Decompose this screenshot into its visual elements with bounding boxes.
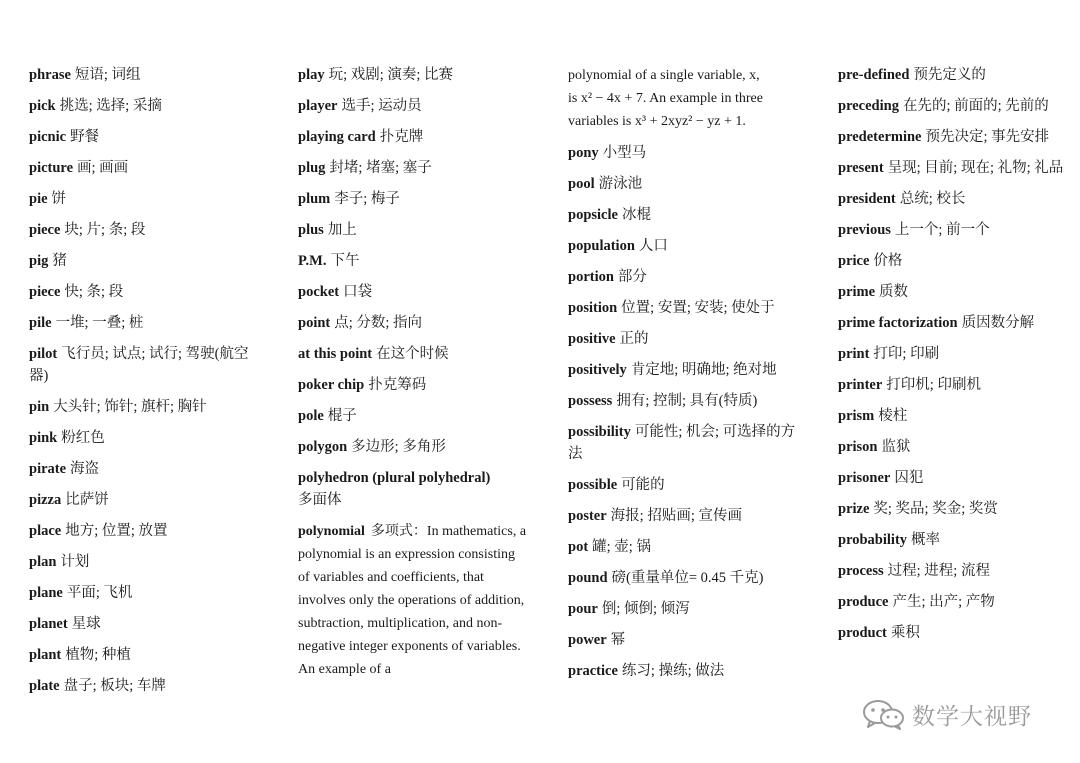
entry-term: point (298, 315, 331, 331)
entry-term: possess (568, 393, 613, 409)
entry-term: plus (298, 222, 324, 238)
entry-definition: 点; 分数; 指向 (334, 315, 423, 331)
entry-term: possibility (568, 424, 631, 440)
glossary-entry (838, 281, 1070, 303)
entry-term: power (568, 632, 607, 648)
glossary-entry (838, 436, 1070, 458)
entry-definition: 质数 (879, 284, 909, 300)
entry-term: preceding (838, 98, 899, 114)
glossary-entry (29, 613, 261, 635)
entry-term: pilot (29, 346, 58, 362)
entry-term: portion (568, 269, 614, 285)
glossary-entry (568, 173, 800, 195)
entry-term: prism (838, 408, 875, 424)
entry-term: playing card (298, 129, 376, 145)
entry-term: pre-defined (838, 67, 910, 83)
entry-definition: 可能的 (621, 477, 665, 493)
wechat-icon (862, 698, 906, 730)
glossary-entry (298, 343, 530, 365)
entry-term: pool (568, 176, 595, 192)
glossary-entry (568, 660, 800, 682)
entry-definition: 监狱 (881, 439, 911, 455)
entry-definition: 人口 (638, 238, 668, 254)
entry-definition: 冰棍 (621, 207, 651, 223)
column-1 (29, 64, 261, 706)
entry-term: pin (29, 399, 50, 415)
entry-definition: 扑克牌 (379, 129, 424, 145)
entry-term: polygon (298, 439, 348, 455)
entry-term: plug (298, 160, 326, 176)
entry-term: piece (29, 222, 61, 238)
entry-definition: 多边形; 多角形 (351, 439, 446, 455)
continuation-line (568, 110, 800, 133)
entry-definition: 棍子 (327, 408, 357, 424)
entry-term: poster (568, 508, 607, 524)
entry-term: pink (29, 430, 58, 446)
entry-term: present (838, 160, 884, 176)
glossary-entry (568, 204, 800, 226)
glossary-entry (568, 598, 800, 620)
entry-definition: 棱柱 (878, 408, 908, 424)
entry-term: probability (838, 532, 908, 548)
glossary-entry (838, 374, 1070, 396)
glossary-entry (298, 219, 530, 241)
polynomial-definition-continued (568, 64, 800, 133)
entry-term: plate (29, 678, 60, 694)
entry-definition: 打印; 印刷 (873, 346, 940, 362)
entry-definition: 正的 (619, 331, 649, 347)
entry-definition: 质因数分解 (961, 315, 1035, 331)
entry-definition: 幂 (610, 632, 626, 648)
entry-definition: 快; 条; 段 (64, 284, 124, 300)
continuation-text: . (742, 114, 746, 129)
entry-definition: 大头针; 饰针; 旗杆; 胸针 (53, 399, 207, 415)
entry-definition: 一堆; 一叠; 桩 (55, 315, 144, 331)
entry-definition: 预先定义的 (913, 67, 986, 83)
glossary-entry (29, 250, 261, 272)
entry-term: plum (298, 191, 331, 207)
continuation-line: polynomial of a single variable, x, (568, 68, 760, 83)
entry-definition: 可能性; 机会; 可选择的方法 (568, 424, 796, 462)
glossary-entry (838, 529, 1070, 551)
entry-definition: 小型马 (602, 145, 647, 161)
glossary-entry (568, 235, 800, 257)
entry-term: possible (568, 477, 618, 493)
glossary-entry (838, 188, 1070, 210)
entry-term: plan (29, 554, 57, 570)
entry-definition: 计划 (60, 554, 90, 570)
entry-definition: 块; 片; 条; 段 (64, 222, 146, 238)
glossary-entry (298, 312, 530, 334)
entry-definition: 打印机; 印刷机 (886, 377, 981, 393)
glossary-entry (838, 343, 1070, 365)
entry-definition: 玩; 戏剧; 演奏; 比赛 (328, 67, 454, 83)
glossary-entry (838, 219, 1070, 241)
entry-definition: 饼 (51, 191, 67, 207)
entry-definition: 位置; 安置; 安装; 使处于 (621, 300, 775, 316)
glossary-entry (298, 405, 530, 427)
entry-definition: 海盗 (70, 461, 100, 477)
entry-definition: 磅(重量单位= 0.45 千克) (611, 570, 764, 586)
entry-definition: 野餐 (70, 129, 100, 145)
entry-definition: 产生; 出产; 产物 (892, 594, 995, 610)
polynomial-definition (298, 520, 530, 681)
entry-term: printer (838, 377, 883, 393)
glossary-entry (568, 142, 800, 164)
glossary-entry (838, 405, 1070, 427)
glossary-entry (29, 343, 261, 387)
entry-term: prisoner (838, 470, 891, 486)
glossary-entry (838, 560, 1070, 582)
continuation-line (568, 87, 800, 110)
entry-definition: 选手; 运动员 (341, 98, 422, 114)
math-expression: ² − 4x + 7 (587, 91, 643, 106)
glossary-entry (29, 95, 261, 117)
entry-term: pirate (29, 461, 67, 477)
entry-definition: 罐; 壶; 锅 (592, 539, 651, 555)
entry-definition: 上一个; 前一个 (894, 222, 990, 238)
entry-definition: 海报; 招贴画; 宣传画 (610, 508, 742, 524)
glossary-entry (838, 64, 1070, 86)
entry-definition: 价格 (873, 253, 903, 269)
entry-definition: 短语; 词组 (74, 67, 141, 83)
entry-term: population (568, 238, 635, 254)
glossary-entry (298, 188, 530, 210)
entry-term: president (838, 191, 896, 207)
glossary-entry (838, 157, 1070, 179)
entry-definition: 飞行员; 试点; 试行; 驾驶(航空器) (29, 346, 249, 384)
entry-definition: 比萨饼 (65, 492, 109, 508)
glossary-entry (838, 95, 1070, 117)
entry-term: at this point (298, 346, 373, 362)
entry-term: pick (29, 98, 56, 114)
entry-term: pig (29, 253, 49, 269)
glossary-entry (29, 427, 261, 449)
entry-term: price (838, 253, 870, 269)
continuation-text: variables is x (568, 114, 642, 129)
glossary-entry (568, 297, 800, 319)
glossary-entry (838, 498, 1070, 520)
entry-term: phrase (29, 67, 71, 83)
column-4 (838, 64, 1070, 653)
entry-definition: 粉红色 (61, 430, 105, 446)
entry-term: print (838, 346, 870, 362)
glossary-entry (568, 266, 800, 288)
entry-term: player (298, 98, 338, 114)
entry-term: piece (29, 284, 61, 300)
entry-definition: 预先决定; 事先安排 (925, 129, 1050, 145)
glossary-entry (568, 536, 800, 558)
entry-definition: 植物; 种植 (65, 647, 131, 663)
entry-term: picnic (29, 129, 67, 145)
glossary-entry (298, 95, 530, 117)
entry-definition: 多面体 (298, 492, 342, 508)
entry-term: popsicle (568, 207, 618, 223)
entry-definition: 猪 (52, 253, 67, 269)
glossary-entry (29, 126, 261, 148)
entry-definition: 扑克筹码 (368, 377, 427, 393)
glossary-entry (568, 421, 800, 465)
glossary-entry (838, 126, 1070, 148)
entry-term: positively (568, 362, 627, 378)
entry-term: process (838, 563, 884, 579)
entry-term: position (568, 300, 618, 316)
entry-term: product (838, 625, 887, 641)
entry-definition: 下午 (330, 253, 360, 269)
entry-term: polynomial (298, 524, 365, 539)
entry-term: pot (568, 539, 589, 555)
entry-term: planet (29, 616, 68, 632)
glossary-entry (29, 396, 261, 418)
entry-definition: 平面; 飞机 (66, 585, 133, 601)
entry-term: plane (29, 585, 63, 601)
entry-definition: 挑选; 选择; 采摘 (59, 98, 162, 114)
continuation-text: is x (568, 91, 588, 106)
entry-term: pony (568, 145, 599, 161)
glossary-entry (298, 467, 530, 511)
watermark-text: 数学大视野 (912, 703, 1032, 730)
entry-definition: 口袋 (343, 284, 373, 300)
entry-definition: 部分 (617, 269, 647, 285)
entry-definition: 总统; 校长 (899, 191, 966, 207)
entry-definition: 拥有; 控制; 具有(特质) (616, 393, 758, 409)
glossary-entry (568, 505, 800, 527)
glossary-entry (29, 458, 261, 480)
glossary-entry (29, 312, 261, 334)
entry-term: pizza (29, 492, 62, 508)
entry-definition: 加上 (327, 222, 357, 238)
entry-definition: 封堵; 堵塞; 塞子 (329, 160, 432, 176)
glossary-entry (29, 644, 261, 666)
entry-term: poker chip (298, 377, 365, 393)
entry-term: produce (838, 594, 889, 610)
entry-definition: 在这个时候 (376, 346, 449, 362)
glossary-entry (838, 250, 1070, 272)
entry-term: play (298, 67, 325, 83)
entry-definition: 练习; 操练; 做法 (621, 663, 725, 679)
glossary-entry (568, 629, 800, 651)
entry-term: pole (298, 408, 324, 424)
entry-definition: 盘子; 板块; 车牌 (63, 678, 166, 694)
entry-definition: 星球 (71, 616, 101, 632)
entry-term: prime factorization (838, 315, 958, 331)
entry-term: polyhedron (plural polyhedral) (298, 470, 491, 486)
entry-definition: 倒; 倾倒; 倾泻 (601, 601, 690, 617)
glossary-entry (568, 390, 800, 412)
glossary-entry (29, 551, 261, 573)
glossary-entry (29, 281, 261, 303)
entry-term: prime (838, 284, 876, 300)
glossary-entry (29, 64, 261, 86)
glossary-entry (298, 250, 530, 272)
glossary-entry (29, 675, 261, 697)
entry-term: pour (568, 601, 598, 617)
glossary-entry (29, 157, 261, 179)
entry-term: pound (568, 570, 608, 586)
entry-definition: 画; 画画 (77, 160, 129, 176)
entry-term: practice (568, 663, 618, 679)
entry-definition: 过程; 进程; 流程 (887, 563, 990, 579)
watermark (862, 696, 1032, 732)
entry-definition: 囚犯 (894, 470, 924, 486)
glossary-entry (298, 281, 530, 303)
entry-term: picture (29, 160, 74, 176)
entry-definition: 肯定地; 明确地; 绝对地 (630, 362, 777, 378)
entry-definition: 地方; 位置; 放置 (65, 523, 168, 539)
glossary-entry (298, 436, 530, 458)
glossary-entry (298, 374, 530, 396)
glossary-entry (29, 219, 261, 241)
entry-term: positive (568, 331, 616, 347)
glossary-entry (298, 157, 530, 179)
glossary-entry (29, 188, 261, 210)
entry-definition: 呈现; 目前; 现在; 礼物; 礼品 (887, 160, 1064, 176)
entry-term: plant (29, 647, 62, 663)
entry-term: P.M. (298, 253, 327, 269)
entry-definition: 乘积 (890, 625, 920, 641)
glossary-entry (29, 520, 261, 542)
entry-term: pocket (298, 284, 340, 300)
glossary-entry (568, 359, 800, 381)
entry-definition: 奖; 奖品; 奖金; 奖赏 (873, 501, 998, 517)
continuation-text: . An example in three (642, 91, 763, 106)
column-2 (298, 64, 530, 690)
glossary-entry (568, 328, 800, 350)
glossary-entry (568, 474, 800, 496)
entry-term: previous (838, 222, 891, 238)
glossary-entry (838, 591, 1070, 613)
entry-definition: 概率 (911, 532, 941, 548)
entry-term: predetermine (838, 129, 922, 145)
entry-term: place (29, 523, 62, 539)
glossary-entry (838, 312, 1070, 334)
glossary-entry (29, 582, 261, 604)
math-expression: ³ + 2xyz² − yz + 1 (641, 114, 743, 129)
entry-term: prize (838, 501, 870, 517)
entry-definition: 游泳池 (598, 176, 643, 192)
entry-term: prison (838, 439, 878, 455)
glossary-entry (838, 467, 1070, 489)
entry-term: pile (29, 315, 52, 331)
entry-definition: 多项式：In mathematics, a polynomial is an expression consisting of variables and coefficients, that involves only the operations of addition, subtraction, multiplication, and non-negative integer exponents of variables. An example of a (298, 524, 527, 677)
glossary-entry (838, 622, 1070, 644)
glossary-entry (298, 64, 530, 86)
glossary-entry (298, 126, 530, 148)
glossary-entry (29, 489, 261, 511)
column-3 (568, 64, 800, 691)
entry-definition: 李子; 梅子 (334, 191, 400, 207)
entry-term: pie (29, 191, 48, 207)
entry-definition: 在先的; 前面的; 先前的 (902, 98, 1049, 114)
glossary-entry (568, 567, 800, 589)
